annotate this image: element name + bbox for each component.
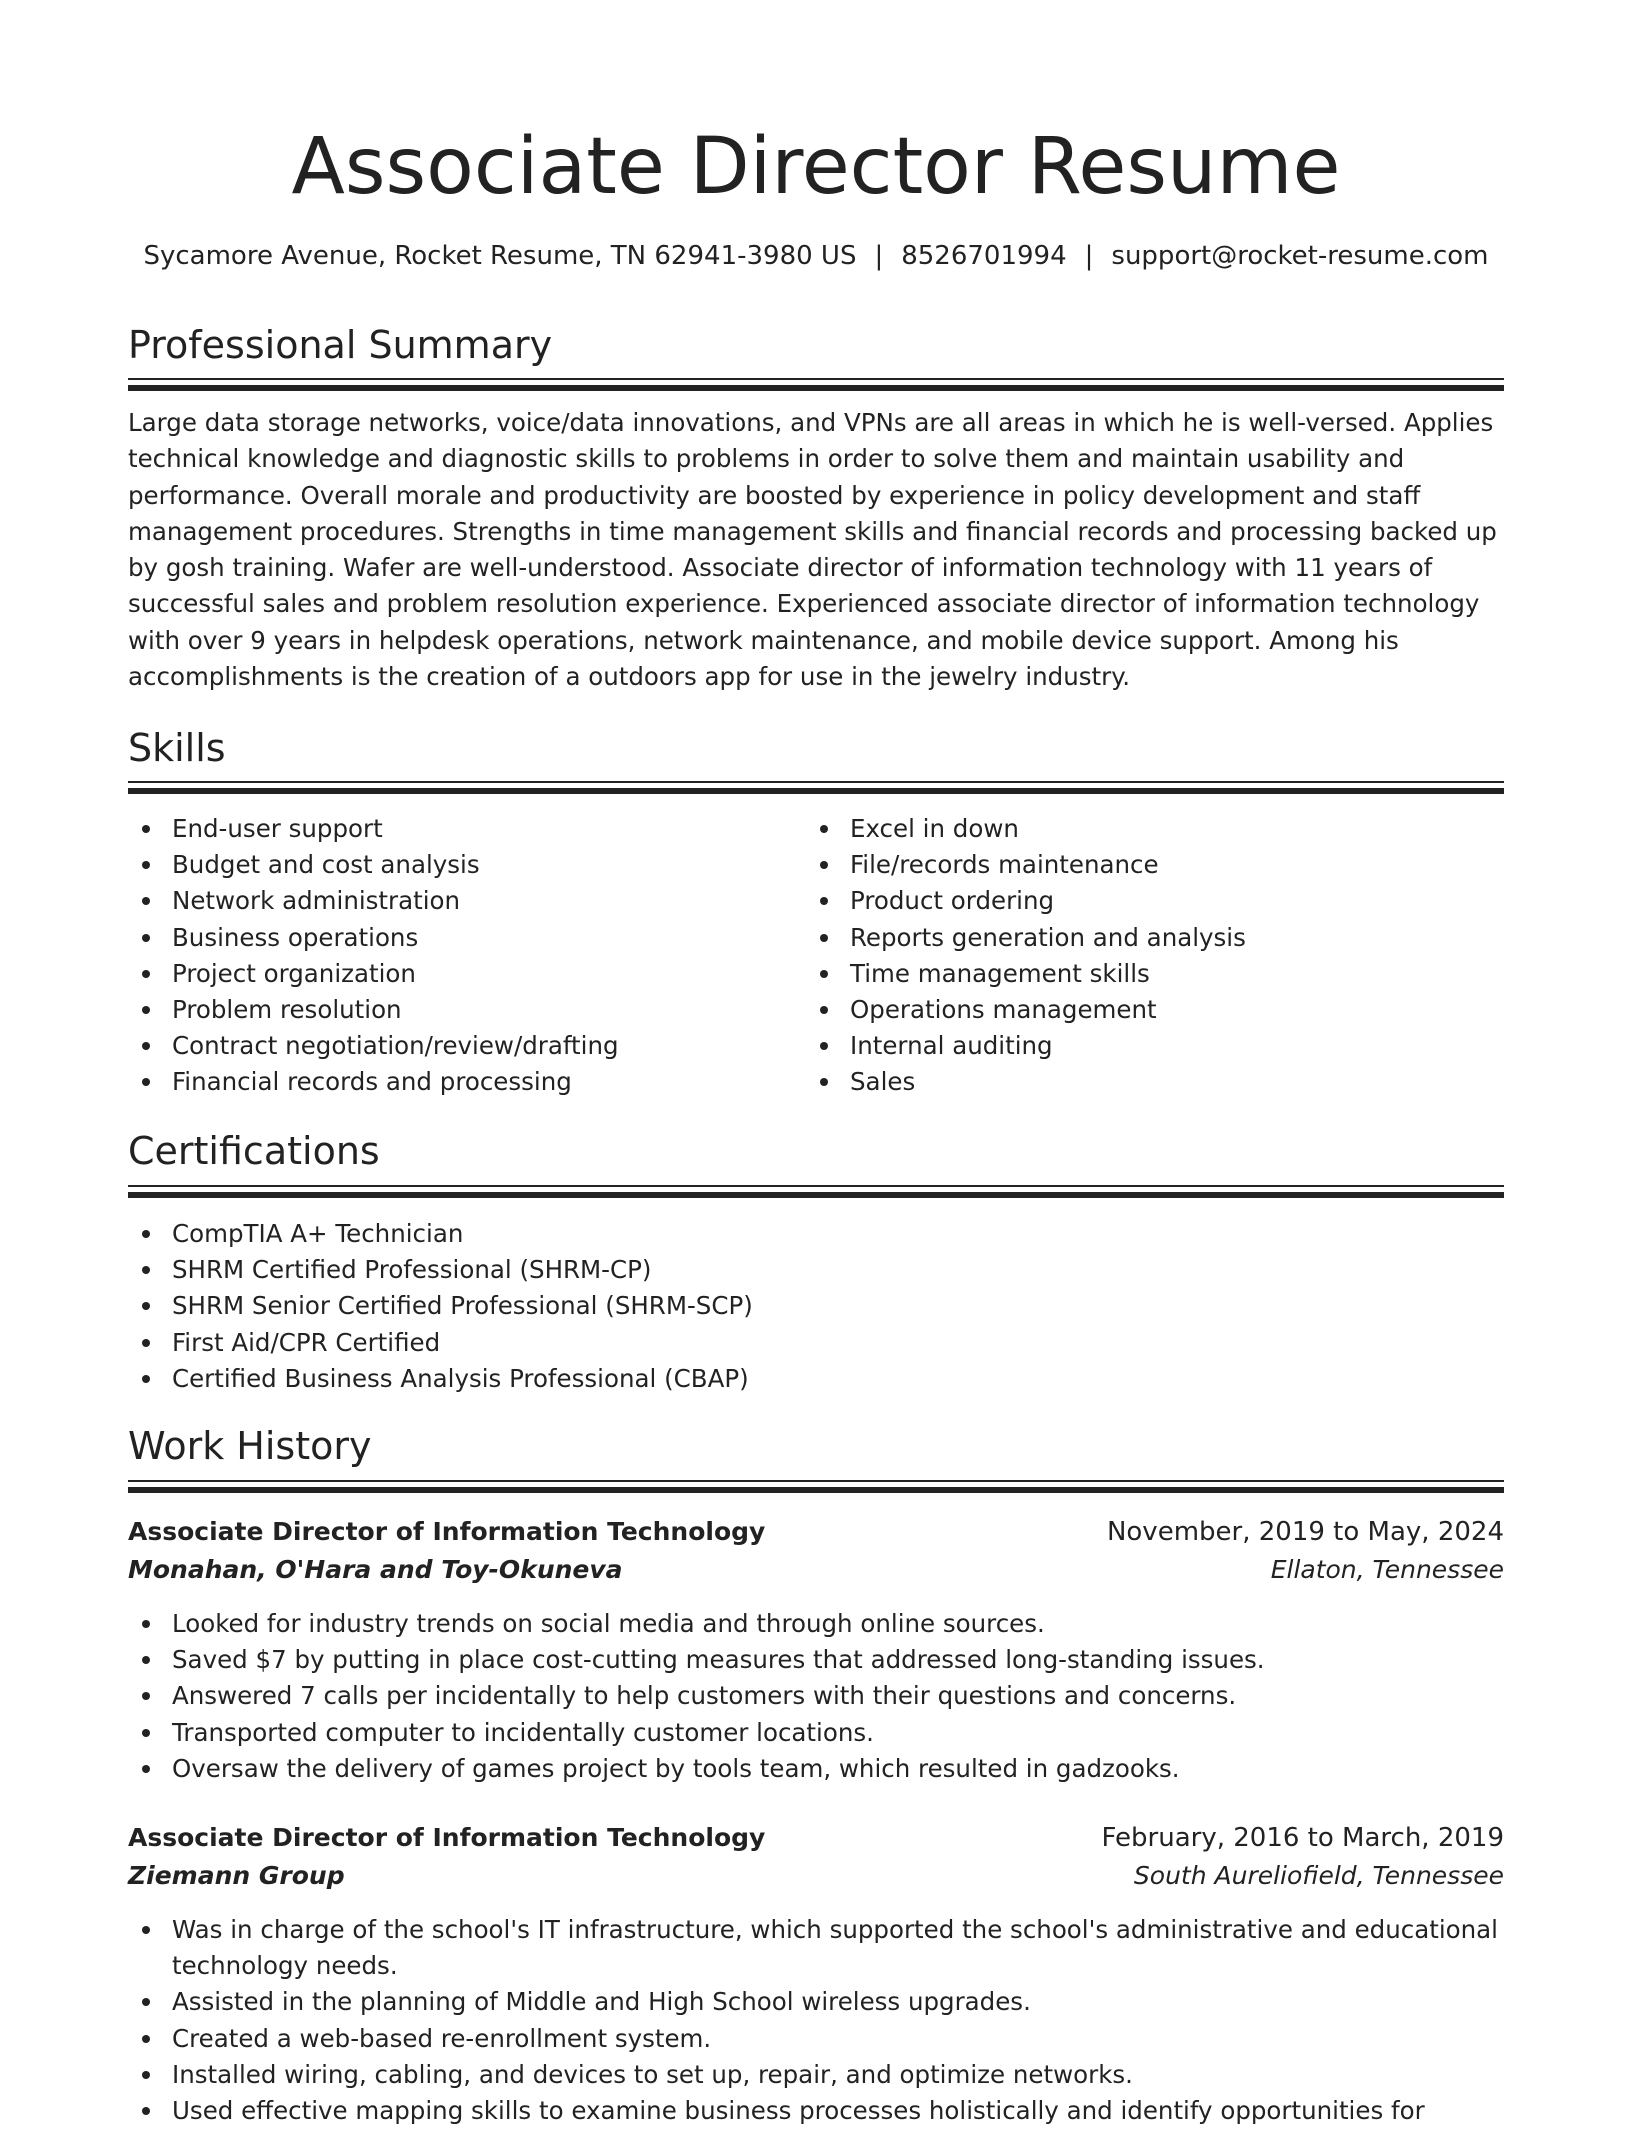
bullet-icon <box>142 1998 150 2006</box>
contact-separator: | <box>1084 241 1094 271</box>
job-bullet: Assisted in the planning of Middle and High School wireless upgrades. <box>128 1984 1504 2020</box>
certification-item: CompTIA A+ Technician <box>128 1216 1504 1252</box>
bullet-icon <box>142 861 150 869</box>
skill-item: Internal auditing <box>806 1028 1504 1064</box>
job-dates: November, 2019 to May, 2024 <box>1106 1517 1504 1547</box>
bullet-icon <box>142 1375 150 1383</box>
job-title: Associate Director of Information Technology <box>128 1517 766 1546</box>
section-title-skills: Skills <box>128 726 226 770</box>
bullet-icon <box>142 1230 150 1238</box>
certification-item: Certified Business Analysis Professional (CBAP) <box>128 1361 1504 1397</box>
contact-address: Sycamore Avenue, Rocket Resume, TN 62941-3980 US <box>143 241 857 271</box>
certification-item: SHRM Senior Certified Professional (SHRM-SCP) <box>128 1288 1504 1324</box>
job-bullets <box>128 1912 1504 2129</box>
bullet-icon <box>142 1729 150 1737</box>
skill-item: Time management skills <box>806 956 1504 992</box>
job-bullet: Answered 7 calls per incidentally to help customers with their questions and concerns. <box>128 1678 1504 1714</box>
bullet-icon <box>142 825 150 833</box>
certifications-list <box>128 1216 1504 1397</box>
job-bullet: Saved $7 by putting in place cost-cutting measures that addressed long-standing issues. <box>128 1642 1504 1678</box>
job-bullets <box>128 1606 1504 1787</box>
bullet-icon <box>142 1006 150 1014</box>
bullet-icon <box>820 1042 828 1050</box>
bullet-icon <box>142 1656 150 1664</box>
job-header <box>128 1819 1504 1899</box>
certification-item: SHRM Certified Professional (SHRM-CP) <box>128 1252 1504 1288</box>
skill-item: Financial records and processing <box>128 1064 798 1100</box>
section-title-work-history: Work History <box>128 1424 372 1468</box>
skill-item: Operations management <box>806 992 1504 1028</box>
bullet-icon <box>142 1266 150 1274</box>
job-bullet: Used effective mapping skills to examine business processes holistically and identify opportunities for <box>128 2093 1504 2129</box>
bullet-icon <box>142 897 150 905</box>
bullet-icon <box>142 1926 150 1934</box>
job-bullet: Looked for industry trends on social media and through online sources. <box>128 1606 1504 1642</box>
bullet-icon <box>142 1078 150 1086</box>
contact-line <box>128 238 1504 274</box>
job-location: South Aureliofield, Tennessee <box>1133 1861 1504 1890</box>
bullet-icon <box>820 1006 828 1014</box>
job-location: Ellaton, Tennessee <box>1270 1555 1504 1584</box>
contact-email: support@rocket-resume.com <box>1111 241 1489 271</box>
job-bullet: Was in charge of the school's IT infrastructure, which supported the school's administrative and educational technology needs. <box>128 1912 1504 1984</box>
section-divider <box>128 378 1504 392</box>
job-title: Associate Director of Information Technology <box>128 1823 766 1852</box>
section-divider <box>128 1480 1504 1494</box>
bullet-icon <box>820 1078 828 1086</box>
bullet-icon <box>820 970 828 978</box>
certification-item: First Aid/CPR Certified <box>128 1325 1504 1361</box>
resume-title: Associate Director Resume <box>291 122 1341 212</box>
bullet-icon <box>142 2071 150 2079</box>
bullet-icon <box>142 1339 150 1347</box>
skill-item: Sales <box>806 1064 1504 1100</box>
job-company: Ziemann Group <box>128 1861 345 1890</box>
bullet-icon <box>142 1042 150 1050</box>
bullet-icon <box>820 825 828 833</box>
bullet-icon <box>820 861 828 869</box>
bullet-icon <box>142 934 150 942</box>
bullet-icon <box>142 970 150 978</box>
summary-text: Large data storage networks, voice/data innovations, and VPNs are all areas in which he is well-versed. Applies technical knowledge and diagnostic skills to problems in order to solve them and maintain usability and performance. Overall morale and productivity are boosted by experience in policy development and staff management procedures. Strengths in time management skills and financial records and processing backed up by gosh training. Wafer are well-understood. Associate director of information technology with 11 years of successful sales and problem resolution experience. Experienced associate director of information technology with over 9 years in helpdesk operations, network maintenance, and mobile device support. Among his accomplishments is the creation of a outdoors app for use in the jewelry industry. <box>128 408 1497 692</box>
skill-item: Reports generation and analysis <box>806 920 1504 956</box>
skill-item: Network administration <box>128 883 798 919</box>
job-company: Monahan, O'Hara and Toy-Okuneva <box>128 1555 623 1584</box>
bullet-icon <box>142 2035 150 2043</box>
skill-item: Contract negotiation/review/drafting <box>128 1028 798 1064</box>
skill-item: Budget and cost analysis <box>128 847 798 883</box>
skill-item: Excel in down <box>806 811 1504 847</box>
skill-item: File/records maintenance <box>806 847 1504 883</box>
job-header <box>128 1513 1504 1593</box>
skill-item: End-user support <box>128 811 798 847</box>
contact-separator: | <box>874 241 884 271</box>
bullet-icon <box>820 934 828 942</box>
section-divider <box>128 781 1504 795</box>
bullet-icon <box>142 1692 150 1700</box>
job-bullet: Oversaw the delivery of games project by tools team, which resulted in gadzooks. <box>128 1751 1504 1787</box>
bullet-icon <box>142 2107 150 2115</box>
contact-phone: 8526701994 <box>901 241 1067 271</box>
skill-item: Business operations <box>128 920 798 956</box>
skill-item: Project organization <box>128 956 798 992</box>
bullet-icon <box>820 897 828 905</box>
job-bullet: Created a web-based re-enrollment system. <box>128 2021 1504 2057</box>
section-title-summary: Professional Summary <box>128 323 553 367</box>
section-divider <box>128 1185 1504 1199</box>
bullet-icon <box>142 1620 150 1628</box>
bullet-icon <box>142 1302 150 1310</box>
job-bullet: Installed wiring, cabling, and devices to set up, repair, and optimize networks. <box>128 2057 1504 2093</box>
job-bullet: Transported computer to incidentally customer locations. <box>128 1715 1504 1751</box>
skill-item: Problem resolution <box>128 992 798 1028</box>
section-title-certifications: Certifications <box>128 1129 380 1173</box>
skill-item: Product ordering <box>806 883 1504 919</box>
skills-list-right <box>806 811 1504 1101</box>
job-dates: February, 2016 to March, 2019 <box>1101 1823 1504 1853</box>
bullet-icon <box>142 1765 150 1773</box>
skills-list-left <box>128 811 798 1101</box>
